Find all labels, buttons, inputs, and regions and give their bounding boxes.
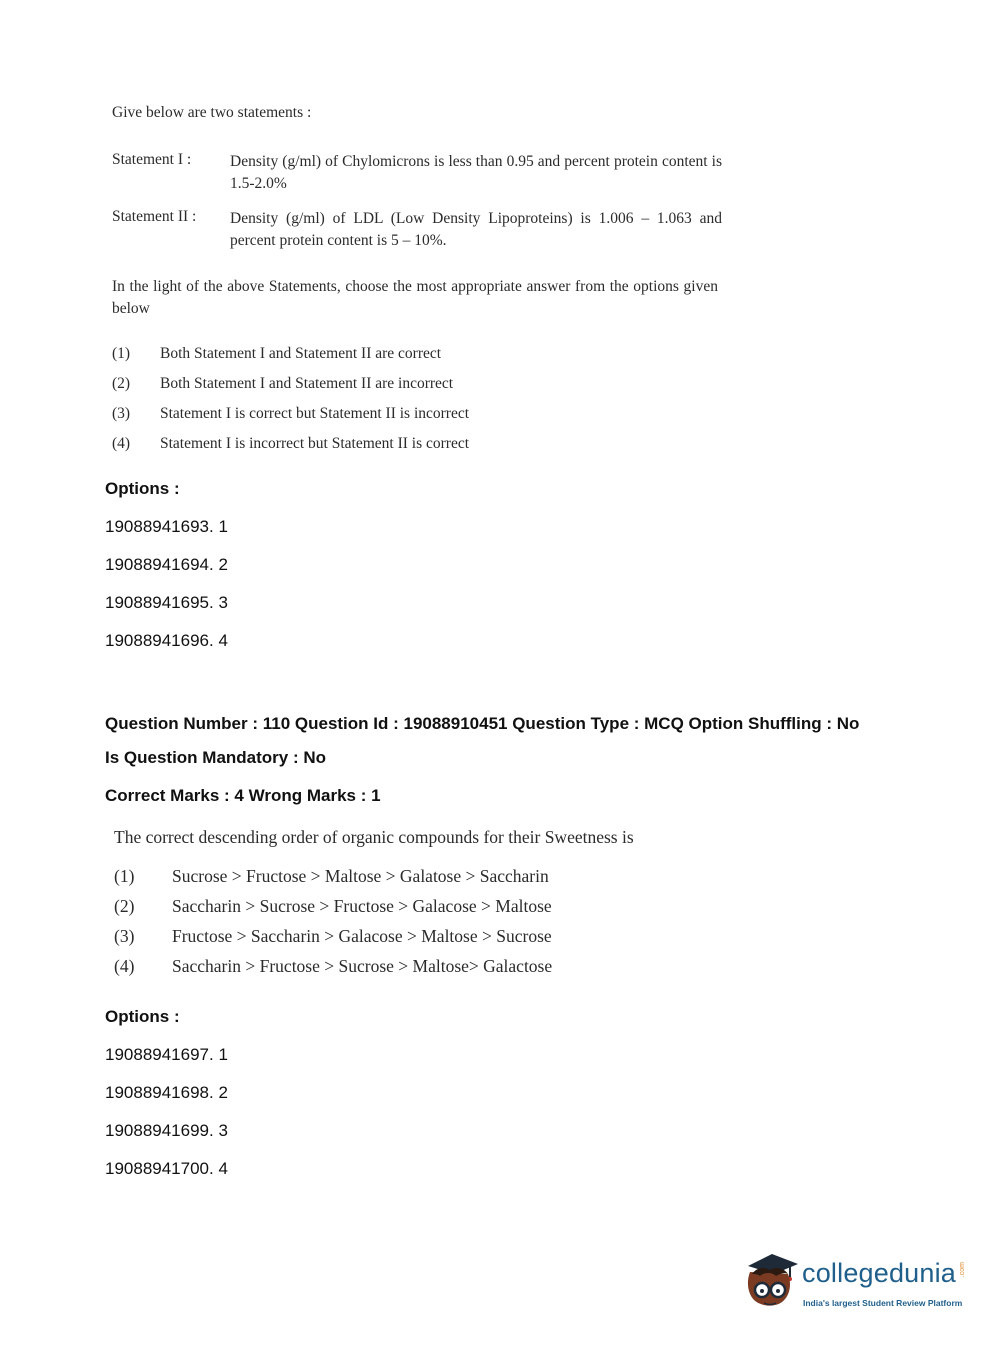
- statement-2-label: Statement II :: [112, 208, 197, 225]
- q1-choice-1: [112, 345, 441, 363]
- statement-1-label: Statement I :: [112, 151, 192, 168]
- q2-choice-1: [114, 866, 549, 887]
- choice-number: (4): [112, 435, 131, 452]
- q2-option-id-2: 19088941698. 2: [105, 1083, 228, 1102]
- q2-option-id-1: 19088941697. 1: [105, 1045, 228, 1064]
- mascot-icon: [740, 1248, 802, 1318]
- choice-text: Saccharin > Sucrose > Fructose > Galacose > Maltose: [172, 896, 552, 916]
- choice-number: (2): [112, 375, 131, 392]
- q2-choice-4: [114, 956, 552, 977]
- q1-option-id-3: 19088941695. 3: [105, 593, 228, 612]
- choice-number: (2): [114, 896, 135, 916]
- logo-tagline: India's largest Student Review Platform: [803, 1298, 963, 1308]
- q2-option-id-3: 19088941699. 3: [105, 1121, 228, 1140]
- q2-options-heading: Options :: [105, 1007, 180, 1026]
- choice-number: (3): [112, 405, 131, 422]
- choice-number: (3): [114, 926, 135, 946]
- q1-choice-4: [112, 435, 469, 453]
- choice-text: Statement I is correct but Statement II is incorrect: [160, 405, 470, 422]
- choice-number: (1): [112, 345, 131, 362]
- q2-meta-line3: Correct Marks : 4 Wrong Marks : 1: [105, 786, 381, 805]
- q2-text: The correct descending order of organic compounds for their Sweetness is: [114, 827, 634, 847]
- q1-intro: Give below are two statements :: [112, 104, 312, 121]
- q1-option-id-4: 19088941696. 4: [105, 631, 228, 650]
- statement-1: [112, 151, 722, 195]
- logo-suffix: .com: [959, 1262, 966, 1278]
- q1-option-id-1: 19088941693. 1: [105, 517, 228, 536]
- statement-1-text: Density (g/ml) of Chylomicrons is less than 0.95 and percent protein content is 1.5-2.0%: [230, 153, 722, 192]
- q1-choice-3: [112, 405, 469, 423]
- statement-2: [112, 208, 722, 252]
- choice-text: Sucrose > Fructose > Maltose > Galatose > Saccharin: [172, 866, 549, 886]
- choice-number: (1): [114, 866, 135, 886]
- collegedunia-logo: [740, 1248, 970, 1318]
- choice-text: Both Statement I and Statement II are incorrect: [160, 375, 454, 392]
- q2-meta-line2: Is Question Mandatory : No: [105, 748, 327, 767]
- q2-choice-3: [114, 926, 552, 947]
- q1-option-id-2: 19088941694. 2: [105, 555, 228, 574]
- choice-number: (4): [114, 956, 135, 976]
- q1-choice-2: [112, 375, 453, 393]
- choice-text: Saccharin > Fructose > Sucrose > Maltose> Galactose: [172, 956, 553, 976]
- choice-text: Statement I is incorrect but Statement II is correct: [160, 435, 470, 452]
- q1-instruction: In the light of the above Statements, choose the most appropriate answer from the options given below: [112, 278, 718, 317]
- choice-text: Both Statement I and Statement II are correct: [160, 345, 442, 362]
- logo-brand: collegedunia: [802, 1258, 957, 1288]
- choice-text: Fructose > Saccharin > Galacose > Maltose > Sucrose: [172, 926, 552, 946]
- q2-meta-line1: Question Number : 110 Question Id : 19088910451 Question Type : MCQ Option Shuffling : No: [105, 714, 860, 733]
- q1-options-heading: Options :: [105, 479, 180, 498]
- q2-choice-2: [114, 896, 552, 917]
- statement-2-text: Density (g/ml) of LDL (Low Density Lipoproteins) is 1.006 – 1.063 and percent protein content is 5 – 10%.: [230, 210, 722, 249]
- q2-option-id-4: 19088941700. 4: [105, 1159, 228, 1178]
